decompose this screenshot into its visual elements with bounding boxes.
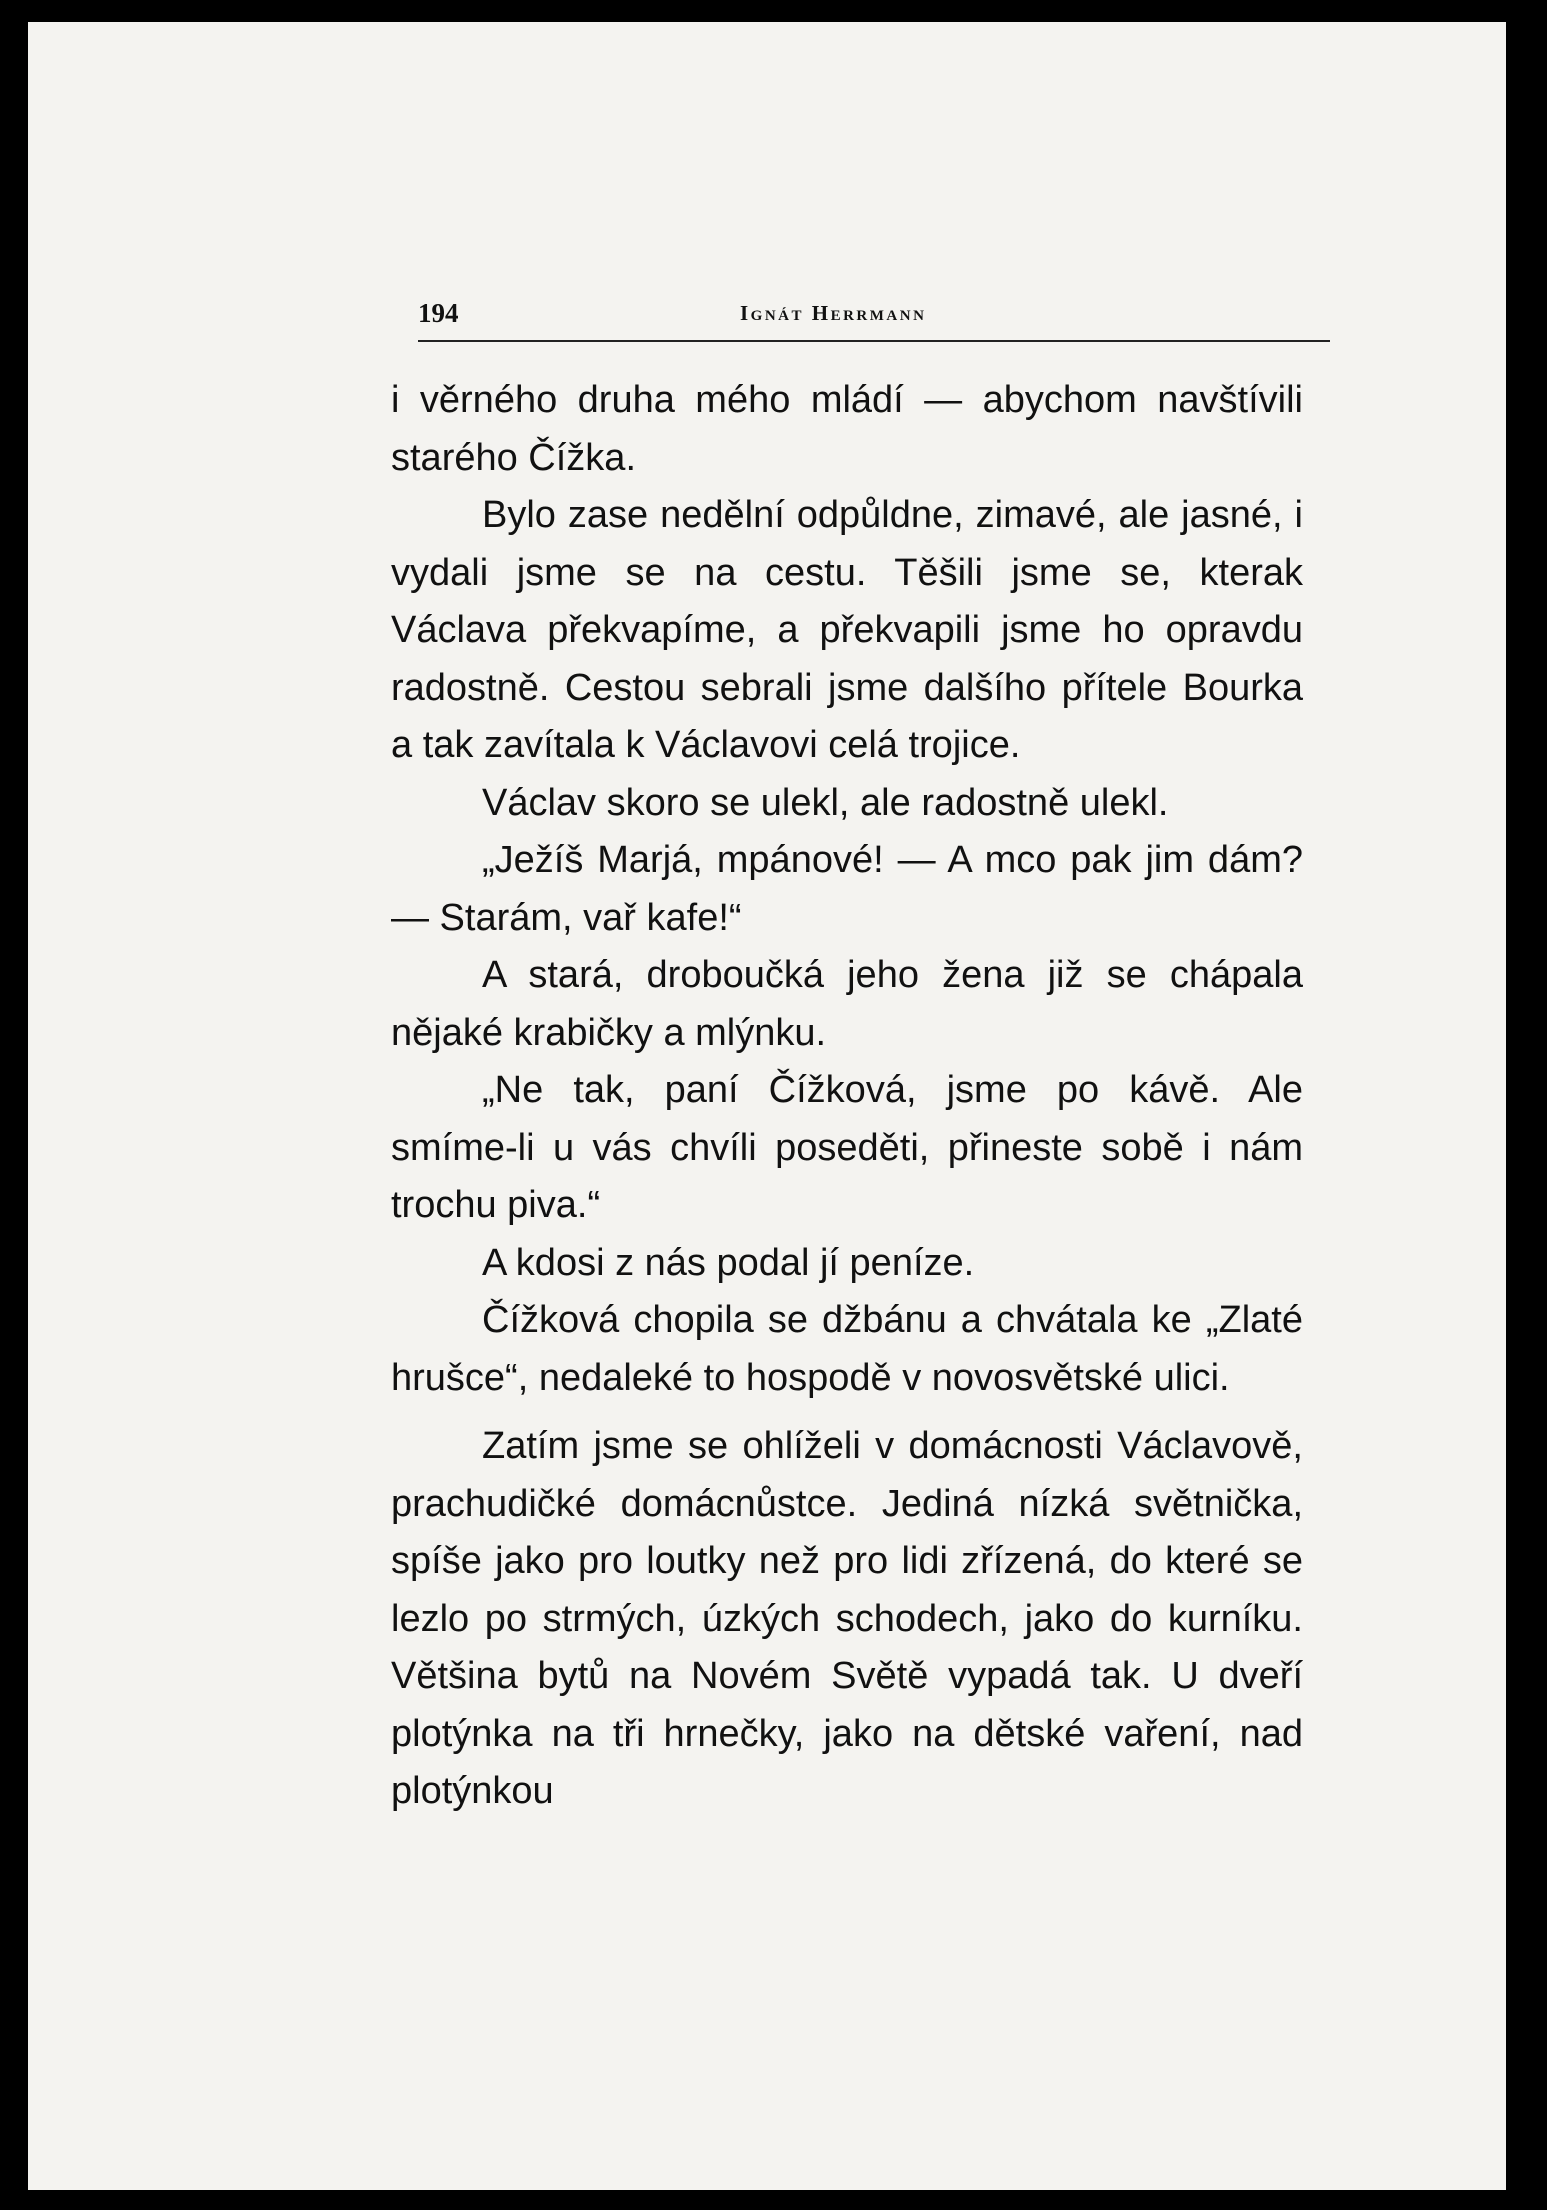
paragraph: i věrného druha mého mládí — abychom navštívili starého Čížka. [391, 379, 1303, 479]
paragraph: A stará, droboučká jeho žena již se chápala nějaké krabičky a mlýnku. [391, 954, 1303, 1054]
paragraph: Čížková chopila se džbánu a chvátala ke „Zlaté hrušce“, nedaleké to hospodě v novosvětské ulici. [391, 1299, 1303, 1399]
page-number: 194 [418, 298, 459, 328]
paragraph: Bylo zase nedělní odpůldne, zimavé, ale jasné, i vydali jsme se na cestu. Těšili jsme se, kterak Václava překvapíme, a překvapili jsme ho opravdu radostně. Cestou sebrali jsme dalšího přítele Bourka a tak zavítala k Václavovi celá trojice. [391, 494, 1303, 766]
page-header [418, 284, 1330, 342]
body-text [391, 372, 1303, 1821]
paragraph: A kdosi z nás podal jí peníze. [482, 1241, 975, 1284]
running-head: Ignát Herrmann [740, 301, 927, 325]
paragraph: „Ne tak, paní Čížková, jsme po kávě. Ale smíme-li u vás chvíli poseděti, přineste sobě i nám trochu piva.“ [391, 1069, 1303, 1226]
paragraph: Zatím jsme se ohlíželi v domácnosti Václavově, prachudičké domácnůstce. Jediná nízká světnička, spíše jako pro loutky než pro lidi zřízená, do které se lezlo po strmých, úzkých schodech, jako do kurníku. Většina bytů na Novém Světě vypadá tak. U dveří plotýnka na tři hrnečky, jako na dětské vaření, nad plotýnkou [391, 1425, 1303, 1812]
paragraph: Václav skoro se ulekl, ale radostně ulekl. [482, 781, 1169, 824]
paragraph: „Ježíš Marjá, mpánové! — A mco pak jim dám? — Starám, vař kafe!“ [391, 839, 1303, 939]
